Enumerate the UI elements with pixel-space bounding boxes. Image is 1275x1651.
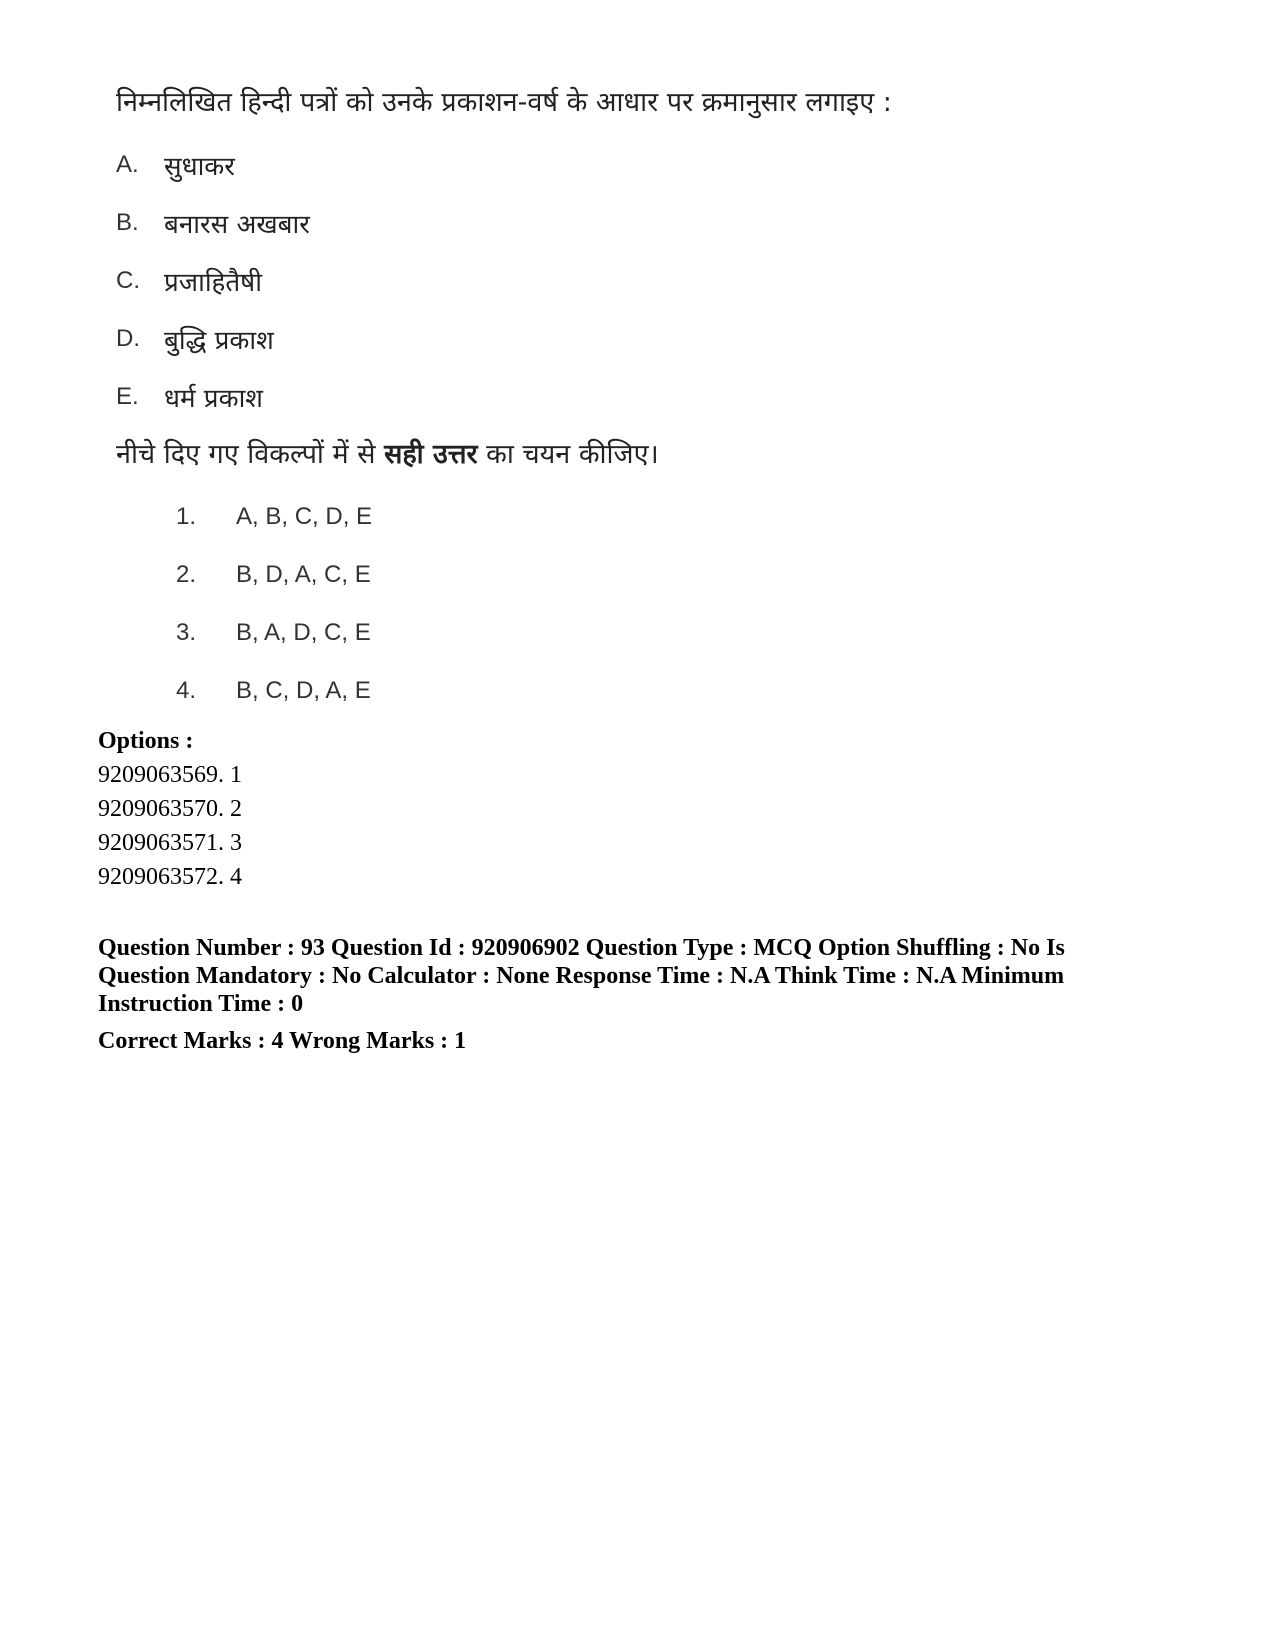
question-meta <box>98 724 1198 1058</box>
option-row: 9209063569. 1 <box>98 762 242 788</box>
choice-text: A, B, C, D, E <box>236 503 373 530</box>
instruction-text: नीचे दिए गए विकल्पों में से <box>116 439 385 470</box>
question-instruction <box>116 430 1166 480</box>
question-block <box>116 78 1166 720</box>
item-letter: B. <box>116 209 139 236</box>
answer-choice <box>176 546 1166 604</box>
item-text: प्रजाहितैषी <box>164 268 262 298</box>
list-item <box>116 252 1166 310</box>
choice-text: B, C, D, A, E <box>236 677 371 704</box>
item-letter: D. <box>116 325 140 352</box>
options-heading: Options : <box>98 728 194 754</box>
question-info: Question Number : 93 Question Id : 920906902 Question Type : MCQ Option Shuffling : No Is Question Mandatory : No Calculator : None Response Time : N.A Think Time : N.A Minimum Instruction Time : 0 <box>98 935 1065 1017</box>
marks-info: Correct Marks : 4 Wrong Marks : 1 <box>98 1028 467 1054</box>
choice-number: 1. <box>176 503 197 530</box>
item-text: बनारस अखबार <box>164 210 310 240</box>
item-text: सुधाकर <box>164 152 235 182</box>
item-text: बुद्धि प्रकाश <box>164 326 274 356</box>
option-row: 9209063570. 2 <box>98 796 242 822</box>
choice-text: B, D, A, C, E <box>236 561 371 588</box>
list-item <box>116 310 1166 368</box>
item-letter: E. <box>116 383 139 410</box>
choice-number: 4. <box>176 677 197 704</box>
option-row: 9209063571. 3 <box>98 830 242 856</box>
instruction-text-end: का चयन कीजिए। <box>477 439 659 470</box>
item-letter: A. <box>116 151 139 178</box>
choice-number: 3. <box>176 619 197 646</box>
list-item <box>116 194 1166 252</box>
list-item <box>116 136 1166 194</box>
choice-text: B, A, D, C, E <box>236 619 371 646</box>
choice-number: 2. <box>176 561 197 588</box>
list-item <box>116 368 1166 426</box>
option-row: 9209063572. 4 <box>98 864 242 890</box>
answer-choice <box>176 604 1166 662</box>
item-letter: C. <box>116 267 140 294</box>
item-text: धर्म प्रकाश <box>164 384 263 414</box>
question-stem: निम्नलिखित हिन्दी पत्रों को उनके प्रकाशन-वर्ष के आधार पर क्रमानुसार लगाइए : <box>116 87 892 118</box>
answer-choice <box>176 488 1166 546</box>
instruction-emphasis: सही उत्तर <box>384 439 478 470</box>
answer-choice <box>176 662 1166 720</box>
